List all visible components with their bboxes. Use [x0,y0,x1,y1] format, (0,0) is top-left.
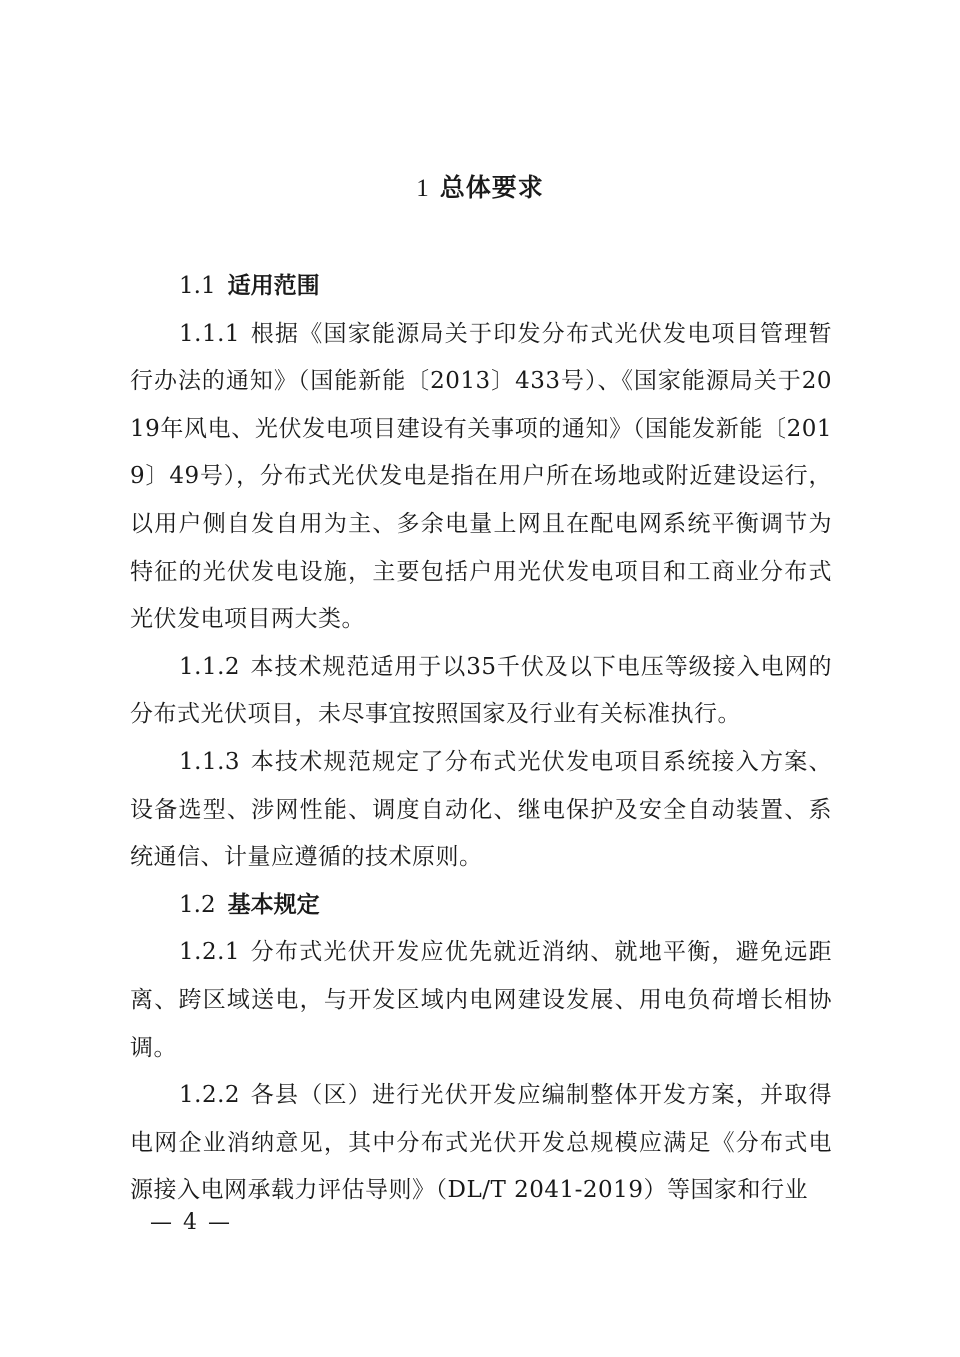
paragraph-number: 1.1.3 [179,748,241,775]
page-number: — 4 — [150,1210,232,1235]
section-heading [130,263,832,311]
section-heading [130,882,832,930]
section-heading-text: 基本规定 [227,891,320,918]
paragraph [130,1072,832,1215]
paragraph-text: 各县（区）进行光伏开发应编制整体开发方案，并取得电网企业消纳意见，其中分布式光伏开发总规模应满足《分布式电源接入电网承载力评估导则》（DL/T 2041-2019）等国家和行业 [130,1082,832,1204]
chapter-title-text: 总体要求 [439,173,544,202]
paragraph-text: 本技术规范适用于以35千伏及以下电压等级接入电网的分布式光伏项目，未尽事宜按照国家及行业有关标准执行。 [130,653,832,728]
paragraph [130,739,832,882]
section-heading-text: 适用范围 [227,273,320,299]
body-text [130,263,832,1215]
paragraph-text: 本技术规范规定了分布式光伏发电项目系统接入方案、设备选型、涉网性能、调度自动化、继电保护及安全自动装置、系统通信、计量应遵循的技术原则。 [130,748,832,871]
paragraph [130,644,832,739]
paragraph-number: 1.1.1 [179,320,241,347]
paragraph [130,311,832,644]
paragraph-text: 分布式光伏开发应优先就近消纳、就地平衡，避免远距离、跨区域送电，与开发区域内电网建设发展、用电负荷增长相协调。 [130,939,832,1061]
chapter-number: 1 [416,175,430,202]
section-number: 1.1 [179,273,216,299]
paragraph-number: 1.2.2 [179,1082,241,1109]
paragraph [130,929,832,1072]
paragraph-number: 1.2.1 [179,939,241,966]
paragraph-number: 1.1.2 [179,653,241,680]
paragraph-text: 根据《国家能源局关于印发分布式光伏发电项目管理暂行办法的通知》（国能新能〔2013〕433号）、《国家能源局关于2019年风电、光伏发电项目建设有关事项的通知》（国能发新能〔2019〕49号），分布式光伏发电是指在用户所在场地或附近建设运行，以用户侧自发自用为主、多余电量上网且在配电网系统平衡调节为特征的光伏发电设施，主要包括户用光伏发电项目和工商业分布式光伏发电项目两大类。 [130,320,832,633]
chapter-title [0,168,960,209]
section-number: 1.2 [179,891,216,918]
